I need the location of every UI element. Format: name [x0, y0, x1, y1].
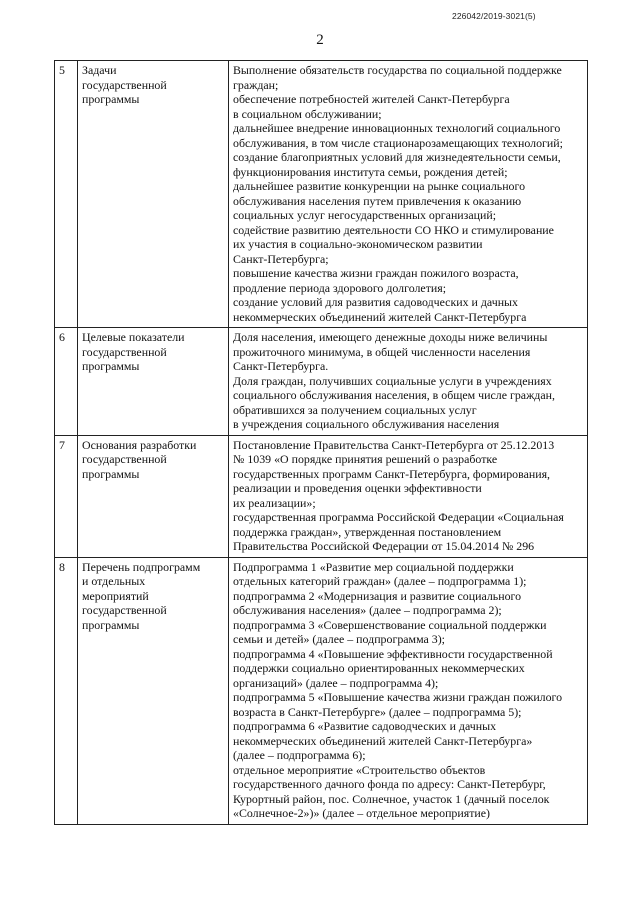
row-content-line: государственного дачного фонда по адресу: Санкт-Петербург, [233, 777, 546, 791]
row-content-line: Санкт-Петербурга. [233, 359, 329, 373]
row-name-line: мероприятий [82, 588, 149, 603]
page-number: 2 [316, 32, 324, 48]
row-content-line: граждан; [233, 77, 279, 92]
row-content-line: обслуживания населения» (далее – подпрограмма 2); [233, 603, 502, 617]
row-content-line: их реализации»; [233, 495, 316, 510]
table-row [55, 435, 588, 557]
row-content-line: (далее – подпрограмма 6); [233, 748, 366, 762]
row-name [78, 557, 229, 824]
row-content-line: семьи и детей» (далее – подпрограмма 3); [233, 632, 445, 646]
row-name-line: государственной [82, 344, 167, 359]
row-name-line: Основания разработки [82, 437, 197, 452]
row-name-line: Целевые показатели [82, 330, 185, 344]
row-content-line: создание условий для развития садоводческих и дачных [233, 295, 518, 309]
row-content-line: их участия в социально-экономическом развитии [233, 237, 483, 251]
row-content-line: в социальном обслуживании; [233, 106, 382, 121]
row-content-line: Подпрограмма 1 «Развитие мер социальной поддержки [233, 559, 514, 574]
row-content-line: поддержка граждан», утвержденная постановлением [233, 524, 502, 539]
row-name [78, 435, 229, 557]
row-content-line: подпрограмма 6 «Развитие садоводческих и дачных [233, 719, 497, 733]
row-name-line: Задачи [82, 63, 117, 77]
row-content-line: Доля населения, имеющего денежные доходы ниже величины [233, 330, 548, 344]
row-content-line: Правительства Российской Федерации от 15.04.2014 № 296 [233, 539, 535, 553]
program-passport-table [54, 60, 588, 825]
row-name-line: программы [82, 359, 140, 373]
row-number: 5 [55, 61, 78, 328]
row-content-line: № 1039 «О порядке принятия решений о разработке [233, 452, 498, 466]
row-name-line: государственной [82, 77, 167, 92]
row-content-line: Доля граждан, получивших социальные услуги в учреждениях [233, 373, 552, 388]
row-content-line: подпрограмма 5 «Повышение качества жизни граждан пожилого [233, 690, 563, 704]
table-row [55, 328, 588, 436]
row-content-line: социального обслуживания населения, в общем числе граждан, [233, 388, 555, 402]
row-content-line: Санкт-Петербурга; [233, 251, 329, 266]
row-content-line: содействие развитию деятельности СО НКО и стимулирование [233, 222, 554, 237]
row-content [229, 435, 588, 557]
row-content-line: отдельных категорий граждан» (далее – подпрограмма 1); [233, 574, 527, 588]
row-content-line: прожиточного минимума, в общей численности населения [233, 344, 531, 359]
row-content-line: дальнейшее развитие конкуренции на рынке социального [233, 179, 526, 193]
row-content-line: организаций» (далее – подпрограмма 4); [233, 675, 439, 690]
row-content-line: в учреждения социального обслуживания населения [233, 417, 500, 431]
row-content [229, 61, 588, 328]
row-name-line: и отдельных [82, 574, 146, 588]
row-number: 6 [55, 328, 78, 436]
row-content-line: некоммерческих объединений жителей Санкт-Петербурга» [233, 733, 533, 748]
row-content-line: продление периода здорового долголетия; [233, 280, 447, 295]
row-content [229, 557, 588, 824]
row-content-line: Постановление Правительства Санкт-Петербурга от 25.12.2013 [233, 437, 555, 452]
row-name-line: программы [82, 617, 140, 632]
row-content-line: обслуживания, в том числе стационарозамещающих технологий; [233, 135, 563, 150]
row-name-line: государственной [82, 452, 167, 466]
row-content-line: социальных услуг негосударственных организаций; [233, 208, 497, 222]
row-content-line: некоммерческих объединений жителей Санкт-Петербурга [233, 309, 527, 324]
row-content-line: государственных программ Санкт-Петербурга, формирования, [233, 466, 551, 481]
row-name [78, 328, 229, 436]
row-content-line: возраста в Санкт-Петербурге» (далее – подпрограмма 5); [233, 704, 522, 719]
row-content-line: государственная программа Российской Федерации «Социальная [233, 510, 564, 524]
table-row [55, 61, 588, 328]
row-content-line: подпрограмма 4 «Повышение эффективности государственной [233, 646, 553, 661]
row-content-line: реализации и проведения оценки эффективности [233, 481, 482, 495]
row-content-line: подпрограмма 3 «Совершенствование социальной поддержки [233, 617, 547, 632]
row-content-line: поддержки социально ориентированных некоммерческих [233, 661, 525, 675]
row-content-line: Курортный район, пос. Солнечное, участок 1 (дачный поселок [233, 791, 550, 806]
row-content-line: «Солнечное-2»)» (далее – отдельное мероприятие) [233, 806, 491, 820]
row-content-line: дальнейшее внедрение инновационных технологий социального [233, 121, 561, 135]
row-content-line: создание благоприятных условий для жизнедеятельности семьи, [233, 150, 561, 164]
row-name [78, 61, 229, 328]
row-content-line: повышение качества жизни граждан пожилого возраста, [233, 266, 519, 280]
row-name-line: Перечень подпрограмм [82, 559, 201, 574]
row-content-line: обслуживания населения путем привлечения к оказанию [233, 193, 522, 208]
row-name-line: программы [82, 92, 140, 106]
row-content-line: отдельное мероприятие «Строительство объектов [233, 762, 486, 777]
row-name-line: государственной [82, 603, 167, 617]
row-content-line: функционирования института семьи, рождения детей; [233, 164, 508, 179]
document-id: 226042/2019-3021(5) [452, 11, 536, 21]
row-name-line: программы [82, 466, 140, 481]
row-content [229, 328, 588, 436]
row-content-line: обеспечение потребностей жителей Санкт-Петербурга [233, 92, 510, 106]
row-content-line: подпрограмма 2 «Модернизация и развитие социального [233, 588, 522, 603]
row-content-line: обратившихся за получением социальных услуг [233, 402, 477, 417]
row-number: 7 [55, 435, 78, 557]
table-row [55, 557, 588, 824]
row-content-line: Выполнение обязательств государства по социальной поддержке [233, 63, 562, 77]
row-number: 8 [55, 557, 78, 824]
